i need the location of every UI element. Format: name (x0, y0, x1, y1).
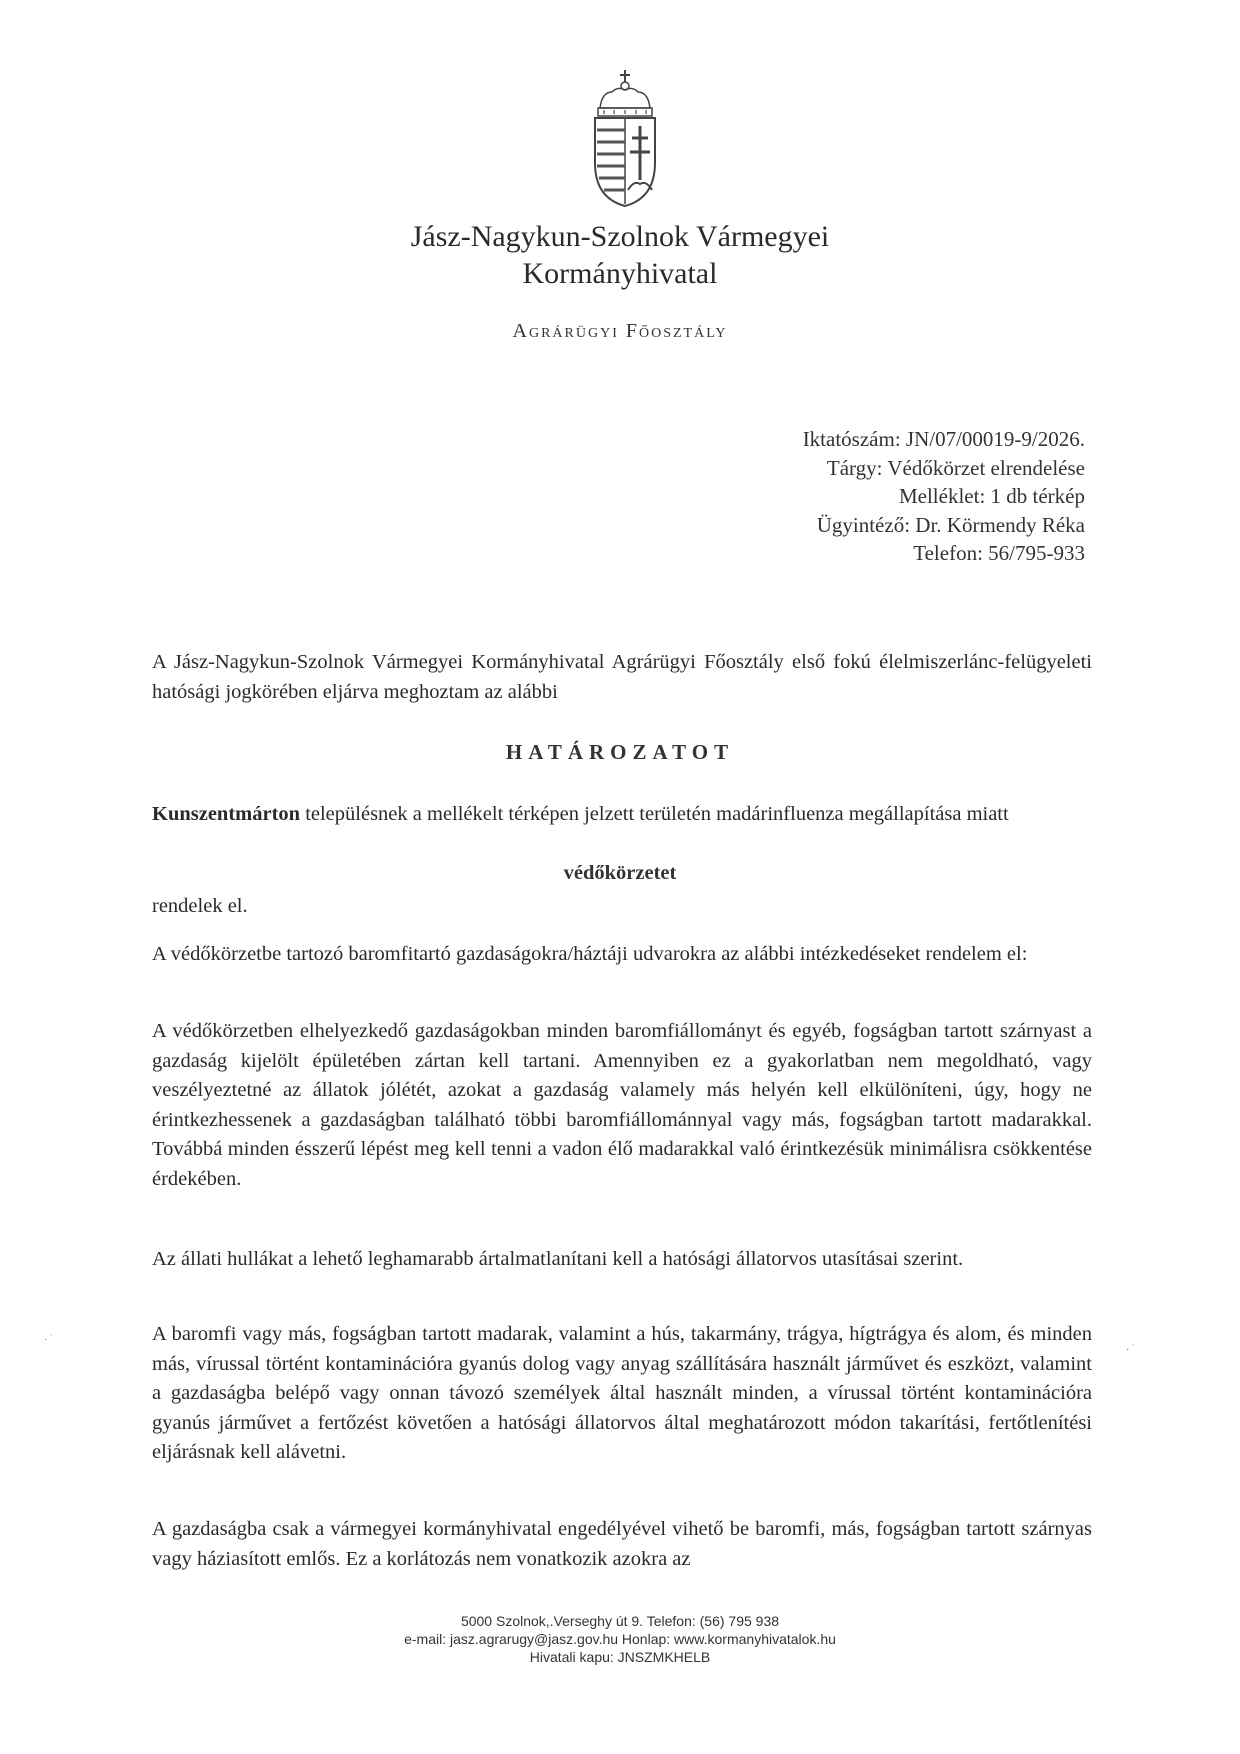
attachment-line: Melléklet: 1 db térkép (898, 484, 1085, 508)
confinement-text: A védőkörzetben elhelyezkedő gazdaságokban minden baromfiállományt és egyéb, fogságban tartott szárnyast a gazdaság kijelölt épületében zártan kell tartani. Amennyiben ez a gyakorlatban nem megoldható, vagy veszélyeztetné az állatok jólétét, azokat a gazdaság valamely más helyén kell elkülöníteni, úgy, hogy ne érintkezhessenek a gazdaságban található többi baromfiállománnyal vagy más, fogságban tartott madarakkal. Továbbá minden ésszerű lépést meg kell tenni a vadon élő madarakkal való érintkezésük minimálisra csökkentése érdekében. (152, 1020, 1092, 1190)
settlement-name: Kunszentmárton (152, 803, 301, 825)
entry-restriction-text: A gazdaságba csak a vármegyei kormányhivatal engedélyével vihető be baromfi, más, fogságban tartott szárnyas vagy háziasított emlős. Ez a korlátozás nem vonatkozik azokra az (152, 1518, 1092, 1570)
intro-text: A Jász-Nagykun-Szolnok Vármegyei Kormányhivatal Agrárügyi Főosztály első fokú élelmiszerlánc-felügyeleti hatósági jogkörében eljárva meghoztam az alábbi (152, 651, 1092, 703)
order-line (152, 892, 1092, 922)
footer-contact: e-mail: jasz.agrarugy@jasz.gov.hu Honlap: www.kormanyhivatalok.hu (404, 1631, 836, 1647)
paragraph-measures-intro (152, 940, 1092, 970)
paragraph-confinement (152, 1017, 1092, 1194)
org-name-line2: Kormányhivatal (522, 257, 718, 290)
coat-of-arms-icon (590, 68, 660, 208)
order-text: rendelek el. (152, 895, 248, 917)
phone-line: Telefon: 56/795-933 (913, 541, 1085, 565)
subject-line: Tárgy: Védőkörzet elrendelése (826, 455, 1085, 480)
paragraph-entry-restriction (152, 1515, 1092, 1574)
registration-number: Iktatószám: JN/07/00019-9/2026. (802, 427, 1085, 451)
footer-office-gate: Hivatali kapu: JNSZMKHELB (529, 1649, 711, 1665)
location-text (152, 800, 1092, 830)
case-officer-line: Ügyintéző: Dr. Körmendy Réka (816, 512, 1085, 537)
paragraph-carcasses (152, 1245, 1092, 1275)
decision-title: HATÁROZATOT (505, 740, 735, 764)
paragraph-location (152, 800, 1092, 830)
scan-speck-right: · ˙ (1126, 1344, 1136, 1355)
footer-address: 5000 Szolnok,.Verseghy út 9. Telefon: (56) 795 938 (460, 1613, 780, 1629)
disinfection-text: A baromfi vagy más, fogságban tartott madarak, valamint a hús, takarmány, trágya, hígtrágya és alom, és minden más, vírussal történt kontaminációra gyanús dolog vagy anyag szállítására használt járművet és eszközt, valamint a gazdaságba belépő vagy onnan távozó személyek által használt minden, a vírussal történt kontaminációra gyanús járművet a fertőzést követően a hatósági állatorvos által meghatározott módon takarítási, fertőtlenítési eljárásnak kell alávetni. (152, 1323, 1092, 1463)
page-footer (0, 1612, 1240, 1666)
measures-intro-text: A védőkörzetbe tartozó baromfitartó gazdaságokra/háztáji udvarokra az alábbi intézkedéseket rendelem el: (152, 943, 1028, 965)
org-name-line1: Jász-Nagykun-Szolnok Vármegyei (410, 220, 830, 253)
protection-zone-word: védőkörzetet (563, 862, 677, 884)
scan-speck-left: · ˙ (44, 1334, 54, 1345)
carcasses-text: Az állati hullákat a lehető leghamarabb ártalmatlanítani kell a hatósági állatorvos utasításai szerint. (152, 1248, 964, 1270)
paragraph-disinfection (152, 1320, 1092, 1468)
document-meta (803, 425, 1085, 568)
location-rest: településnek a mellékelt térképen jelzett területén madárinfluenza megállapítása miatt (300, 803, 1009, 825)
department-name: Agrárügyi Főosztály (512, 320, 728, 342)
intro-paragraph (152, 648, 1092, 707)
